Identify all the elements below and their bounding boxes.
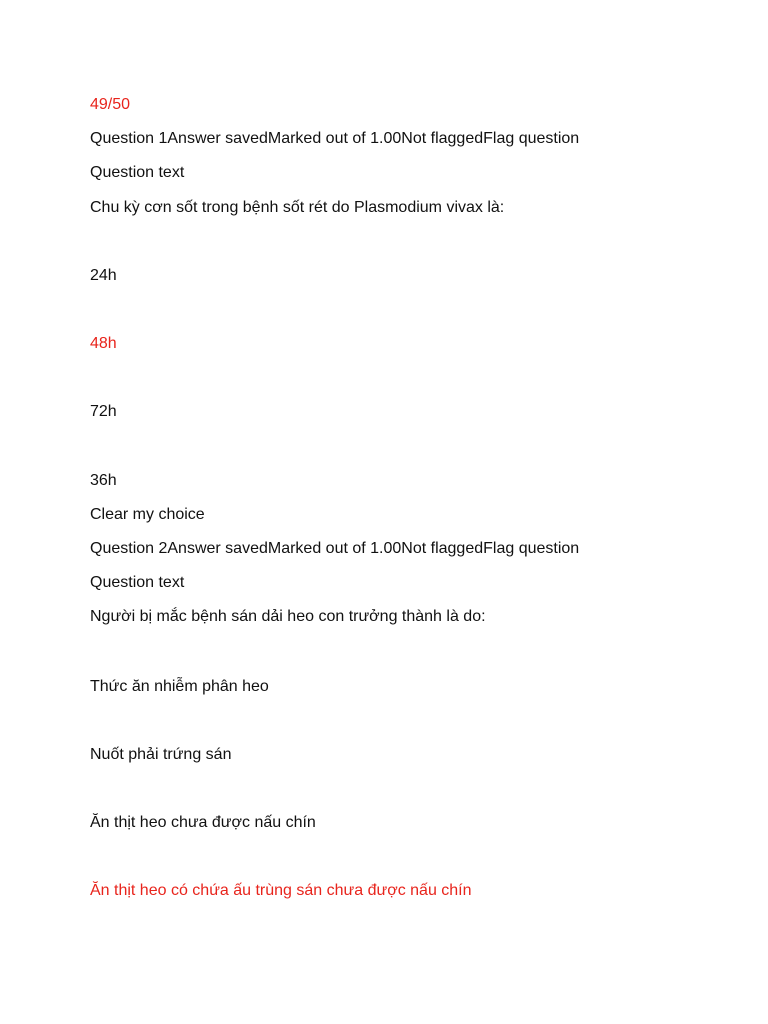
question-2-option-a: Thức ăn nhiễm phân heo xyxy=(90,678,269,695)
clear-my-choice-text: Clear my choice xyxy=(90,506,205,523)
question-2-option-d: Ăn thịt heo có chứa ấu trùng sán chưa được nấu chín xyxy=(90,882,472,899)
question-1-option-c: 72h xyxy=(90,403,117,420)
question-2-prompt: Người bị mắc bệnh sán dải heo con trưởng thành là do: xyxy=(90,608,486,625)
question-2-text-label: Question text xyxy=(90,574,185,591)
question-1-prompt: Chu kỳ cơn sốt trong bệnh sốt rét do Plasmodium vivax là: xyxy=(90,199,505,216)
question-1-text-label: Question text xyxy=(90,164,185,181)
question-1-option-b: 48h xyxy=(90,335,117,352)
question-2-option-b: Nuốt phải trứng sán xyxy=(90,746,232,763)
question-2-header: Question 2Answer savedMarked out of 1.00Not flaggedFlag question xyxy=(90,540,580,557)
question-2-option-c: Ăn thịt heo chưa được nấu chín xyxy=(90,814,316,831)
question-1-option-a: 24h xyxy=(90,267,117,284)
question-1-header: Question 1Answer savedMarked out of 1.00Not flaggedFlag question xyxy=(90,130,580,147)
score-text: 49/50 xyxy=(90,96,131,113)
question-1-option-d: 36h xyxy=(90,472,117,489)
